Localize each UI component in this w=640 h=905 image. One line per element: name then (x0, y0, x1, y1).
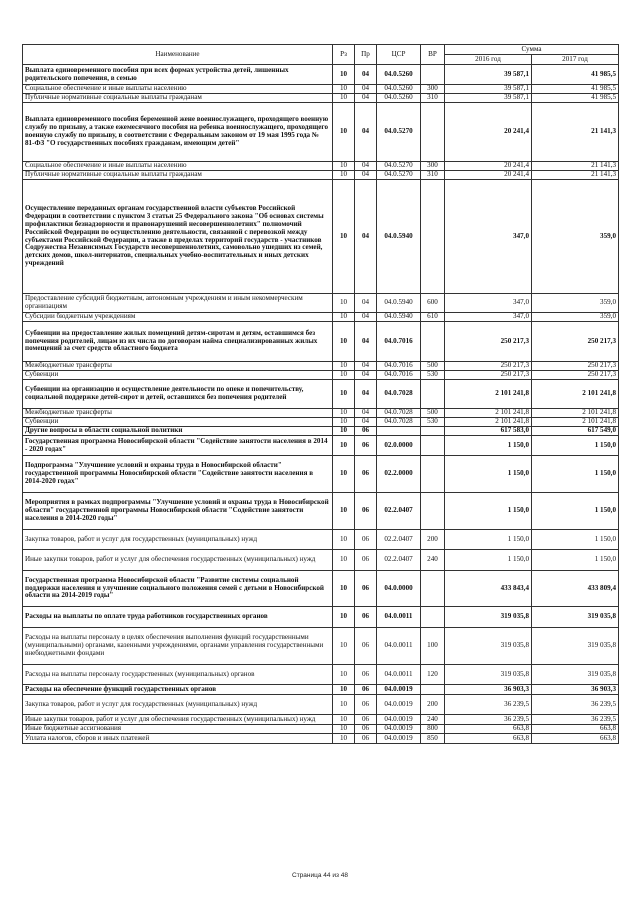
row-pr: 04 (355, 362, 377, 371)
row-csr: 02.2.0407 (377, 550, 421, 571)
row-vr: 300 (421, 85, 445, 94)
row-vr: 300 (421, 162, 445, 171)
row-value-2016: 250 217,3 (445, 371, 532, 380)
row-csr: 04.0.0019 (377, 715, 421, 725)
row-csr: 02.2.0407 (377, 493, 421, 530)
row-value-2017: 2 101 241,8 (532, 418, 619, 427)
row-vr: 500 (421, 362, 445, 371)
table-row (23, 725, 619, 734)
row-name: Субвенции на предоставление жилых помещений детям-сиротам и детям, оставшимся без попечения родителей, лицам из их числа по договорам найма специализированных жилых помещений за счет средств областного бюджета (23, 322, 333, 362)
row-pr: 04 (355, 313, 377, 322)
header-year-2017: 2017 год (532, 55, 619, 65)
row-value-2017: 36 903,3 (532, 685, 619, 695)
row-value-2017: 359,0 (532, 294, 619, 313)
row-csr: 04.0.7028 (377, 418, 421, 427)
row-value-2016: 36 903,3 (445, 685, 532, 695)
row-rz: 10 (333, 180, 355, 294)
row-vr (421, 607, 445, 628)
row-pr: 06 (355, 493, 377, 530)
row-csr: 04.0.0019 (377, 734, 421, 744)
row-vr: 310 (421, 171, 445, 180)
table-row (23, 715, 619, 725)
row-value-2016: 319 035,8 (445, 607, 532, 628)
row-rz: 10 (333, 530, 355, 550)
row-value-2017: 1 150,0 (532, 493, 619, 530)
table-row (23, 530, 619, 550)
row-value-2016: 36 239,5 (445, 695, 532, 715)
row-name: Осуществление переданных органам государственной власти субъектов Российской Федерации в соответствии с пунктом 3 статьи 25 Федерального закона "Об основах системы профилактики безнадзорности и правонарушений несовершеннолетних" полномочий Российской Федерации по осуществлению деятельности, связанной с перевозкой между субъектами Российской Федерации, а также в пределах территорий государств - участников Содружества Независимых Государств несовершеннолетних, самовольно ушедших из семей, детских домов, школ-интернатов, специальных учебно-воспитательных и иных детских учреждений (23, 180, 333, 294)
row-csr: 02.2.0000 (377, 456, 421, 493)
row-value-2017: 433 809,4 (532, 571, 619, 607)
row-rz: 10 (333, 94, 355, 103)
row-vr: 800 (421, 725, 445, 734)
row-vr: 600 (421, 294, 445, 313)
row-pr: 06 (355, 550, 377, 571)
table-row (23, 65, 619, 85)
row-csr: 04.0.0011 (377, 665, 421, 685)
row-value-2017: 359,0 (532, 180, 619, 294)
row-pr: 04 (355, 322, 377, 362)
row-name: Мероприятия в рамках подпрограммы "Улучшение условий и охраны труда в Новосибирской области" государственной программы Новосибирской области "Содействие занятости населения в 2014-2020 годы" (23, 493, 333, 530)
table-row (23, 734, 619, 744)
row-name: Публичные нормативные социальные выплаты гражданам (23, 171, 333, 180)
header-year-2016: 2016 год (445, 55, 532, 65)
row-value-2017: 41 985,5 (532, 85, 619, 94)
row-value-2016: 250 217,3 (445, 322, 532, 362)
row-csr: 02.2.0407 (377, 530, 421, 550)
budget-table (22, 44, 619, 744)
row-vr (421, 436, 445, 456)
row-pr: 04 (355, 380, 377, 409)
row-value-2016: 39 587,1 (445, 94, 532, 103)
row-rz: 10 (333, 734, 355, 744)
row-pr: 04 (355, 180, 377, 294)
table-row (23, 171, 619, 180)
row-rz: 10 (333, 493, 355, 530)
row-name: Расходы на выплаты персоналу государственных (муниципальных) органов (23, 665, 333, 685)
table-row (23, 607, 619, 628)
row-csr: 04.0.7016 (377, 362, 421, 371)
row-value-2016: 347,0 (445, 294, 532, 313)
row-value-2017: 319 035,8 (532, 628, 619, 665)
row-pr: 04 (355, 103, 377, 162)
row-value-2017: 2 101 241,8 (532, 380, 619, 409)
row-pr: 06 (355, 427, 377, 436)
row-name: Предоставление субсидий бюджетным, автономным учреждениям и иным некоммерческим организациям (23, 294, 333, 313)
row-vr: 200 (421, 530, 445, 550)
row-csr: 04.0.0011 (377, 607, 421, 628)
row-vr (421, 103, 445, 162)
row-pr: 04 (355, 162, 377, 171)
row-pr: 06 (355, 665, 377, 685)
header-rz: Рз (333, 45, 355, 65)
row-name: Уплата налогов, сборов и иных платежей (23, 734, 333, 744)
row-csr: 04.0.0011 (377, 628, 421, 665)
row-value-2016: 663,8 (445, 725, 532, 734)
table-row (23, 180, 619, 294)
row-rz: 10 (333, 715, 355, 725)
row-value-2017: 250 217,3 (532, 362, 619, 371)
row-value-2016: 39 587,1 (445, 85, 532, 94)
row-value-2016: 2 101 241,8 (445, 418, 532, 427)
row-vr (421, 427, 445, 436)
row-vr (421, 456, 445, 493)
table-row (23, 362, 619, 371)
header-vr: ВР (421, 45, 445, 65)
row-name: Государственная программа Новосибирской области "Содействие занятости населения в 2014 - 2020 годах" (23, 436, 333, 456)
row-vr (421, 571, 445, 607)
row-rz: 10 (333, 380, 355, 409)
row-pr: 04 (355, 294, 377, 313)
row-value-2016: 433 843,4 (445, 571, 532, 607)
row-pr: 04 (355, 85, 377, 94)
row-pr: 06 (355, 628, 377, 665)
row-vr: 200 (421, 695, 445, 715)
row-value-2016: 347,0 (445, 180, 532, 294)
row-name: Расходы на выплаты персоналу в целях обеспечения выполнения функций государственными (муниципальными) органами, казенными учреждениями, органами управления государственными внебюджетными фондами (23, 628, 333, 665)
row-rz: 10 (333, 371, 355, 380)
row-csr: 04.0.5270 (377, 162, 421, 171)
row-name: Государственная программа Новосибирской области "Развитие системы социальной поддержки населения и улучшение социального положения семей с детьми в Новосибирской области на 2014-2019 годы" (23, 571, 333, 607)
row-vr: 240 (421, 550, 445, 571)
row-name: Субсидии бюджетным учреждениям (23, 313, 333, 322)
row-value-2016: 617 583,0 (445, 427, 532, 436)
row-csr: 04.0.0000 (377, 571, 421, 607)
row-value-2017: 663,8 (532, 725, 619, 734)
row-value-2017: 21 141,3 (532, 171, 619, 180)
row-csr: 04.0.7016 (377, 322, 421, 362)
row-name: Закупка товаров, работ и услуг для государственных (муниципальных) нужд (23, 695, 333, 715)
row-rz: 10 (333, 85, 355, 94)
row-rz: 10 (333, 418, 355, 427)
table-row (23, 665, 619, 685)
table-row (23, 294, 619, 313)
row-pr: 04 (355, 418, 377, 427)
row-value-2017: 41 985,5 (532, 65, 619, 85)
row-pr: 04 (355, 371, 377, 380)
row-pr: 06 (355, 456, 377, 493)
row-name: Расходы на выплаты по оплате труда работников государственных органов (23, 607, 333, 628)
row-vr: 500 (421, 409, 445, 418)
row-pr: 06 (355, 725, 377, 734)
table-row (23, 436, 619, 456)
row-value-2017: 663,8 (532, 734, 619, 744)
table-row (23, 380, 619, 409)
row-name: Межбюджетные трансферты (23, 362, 333, 371)
row-name: Выплата единовременного пособия при всех формах устройства детей, лишенных родительского попечения, в семью (23, 65, 333, 85)
row-rz: 10 (333, 456, 355, 493)
row-rz: 10 (333, 695, 355, 715)
row-pr: 06 (355, 571, 377, 607)
row-pr: 06 (355, 715, 377, 725)
row-csr: 04.0.5260 (377, 94, 421, 103)
row-value-2016: 319 035,8 (445, 628, 532, 665)
table-row (23, 162, 619, 171)
row-pr: 06 (355, 530, 377, 550)
row-value-2016: 2 101 241,8 (445, 380, 532, 409)
row-value-2016: 1 150,0 (445, 530, 532, 550)
row-name: Выплата единовременного пособия беременной жене военнослужащего, проходящего военную службу по призыву, а также ежемесячного пособия на ребенка военнослужащего, проходящего военную службу по призыву, в соответствии с Федеральным законом от 19 мая 1995 года № 81-ФЗ "О государственных пособиях гражданам, имеющим детей" (23, 103, 333, 162)
table-row (23, 103, 619, 162)
table-row (23, 427, 619, 436)
row-rz: 10 (333, 171, 355, 180)
row-csr: 04.0.5270 (377, 171, 421, 180)
row-pr: 04 (355, 65, 377, 85)
row-name: Расходы на обеспечение функций государственных органов (23, 685, 333, 695)
row-name: Субвенции на организацию и осуществление деятельности по опеке и попечительству, социальной поддержке детей-сирот и детей, оставшихся без попечения родителей (23, 380, 333, 409)
row-value-2016: 36 239,5 (445, 715, 532, 725)
row-vr: 310 (421, 94, 445, 103)
row-value-2016: 663,8 (445, 734, 532, 744)
row-csr: 04.0.5270 (377, 103, 421, 162)
row-csr: 04.0.5260 (377, 65, 421, 85)
row-name: Социальное обеспечение и иные выплаты населению (23, 85, 333, 94)
page-number: Страница 44 из 48 (292, 872, 348, 879)
table-row (23, 685, 619, 695)
row-vr: 100 (421, 628, 445, 665)
row-csr: 04.0.0019 (377, 725, 421, 734)
row-rz: 10 (333, 571, 355, 607)
table-row (23, 628, 619, 665)
table-row (23, 371, 619, 380)
row-value-2016: 39 587,1 (445, 65, 532, 85)
row-csr: 04.0.7016 (377, 371, 421, 380)
row-vr (421, 65, 445, 85)
row-csr: 04.0.0019 (377, 695, 421, 715)
row-value-2017: 1 150,0 (532, 436, 619, 456)
row-value-2017: 250 217,3 (532, 322, 619, 362)
header-csr: ЦСР (377, 45, 421, 65)
row-csr: 04.0.7028 (377, 409, 421, 418)
table-row (23, 85, 619, 94)
row-name: Закупка товаров, работ и услуг для государственных (муниципальных) нужд (23, 530, 333, 550)
row-value-2016: 1 150,0 (445, 493, 532, 530)
row-value-2016: 20 241,4 (445, 103, 532, 162)
row-csr: 04.0.5940 (377, 294, 421, 313)
row-csr: 02.0.0000 (377, 436, 421, 456)
row-name: Межбюджетные трансферты (23, 409, 333, 418)
row-name: Публичные нормативные социальные выплаты гражданам (23, 94, 333, 103)
row-rz: 10 (333, 665, 355, 685)
table-row (23, 418, 619, 427)
row-csr: 04.0.0019 (377, 685, 421, 695)
row-pr: 04 (355, 171, 377, 180)
row-vr (421, 493, 445, 530)
row-vr: 120 (421, 665, 445, 685)
row-csr: 04.0.5260 (377, 85, 421, 94)
row-pr: 04 (355, 409, 377, 418)
row-value-2017: 21 141,3 (532, 162, 619, 171)
table-row (23, 695, 619, 715)
row-value-2017: 319 035,8 (532, 607, 619, 628)
table-row (23, 322, 619, 362)
row-name: Субвенции (23, 371, 333, 380)
row-name: Иные закупки товаров, работ и услуг для обеспечения государственных (муниципальных) нужд (23, 550, 333, 571)
row-csr: 04.0.5940 (377, 313, 421, 322)
row-csr: 04.0.5940 (377, 180, 421, 294)
row-rz: 10 (333, 725, 355, 734)
row-value-2017: 2 101 241,8 (532, 409, 619, 418)
row-value-2017: 250 217,3 (532, 371, 619, 380)
row-pr: 06 (355, 436, 377, 456)
row-rz: 10 (333, 685, 355, 695)
row-rz: 10 (333, 607, 355, 628)
row-rz: 10 (333, 103, 355, 162)
table-row (23, 550, 619, 571)
row-rz: 10 (333, 628, 355, 665)
row-value-2016: 20 241,4 (445, 171, 532, 180)
row-vr: 240 (421, 715, 445, 725)
row-value-2016: 250 217,3 (445, 362, 532, 371)
row-name: Субвенции (23, 418, 333, 427)
row-value-2017: 36 239,5 (532, 695, 619, 715)
row-vr (421, 322, 445, 362)
row-name: Подпрограмма "Улучшение условий и охраны труда в Новосибирской области" государственной программы Новосибирской области "Содействие занятости населения в 2014-2020 годах" (23, 456, 333, 493)
row-value-2017: 21 141,3 (532, 103, 619, 162)
table-body (23, 65, 619, 744)
row-pr: 06 (355, 734, 377, 744)
row-rz: 10 (333, 409, 355, 418)
row-rz: 10 (333, 550, 355, 571)
row-pr: 06 (355, 695, 377, 715)
row-value-2016: 1 150,0 (445, 550, 532, 571)
row-value-2017: 41 985,5 (532, 94, 619, 103)
row-name: Социальное обеспечение и иные выплаты населению (23, 162, 333, 171)
row-rz: 10 (333, 162, 355, 171)
row-rz: 10 (333, 427, 355, 436)
header-name: Наименование (23, 45, 333, 65)
row-value-2017: 1 150,0 (532, 456, 619, 493)
row-rz: 10 (333, 294, 355, 313)
row-value-2016: 20 241,4 (445, 162, 532, 171)
table-row (23, 94, 619, 103)
row-rz: 10 (333, 436, 355, 456)
row-vr: 530 (421, 371, 445, 380)
row-rz: 10 (333, 322, 355, 362)
row-value-2017: 1 150,0 (532, 550, 619, 571)
table-row (23, 493, 619, 530)
header-pr: Пр (355, 45, 377, 65)
row-name: Другие вопросы в области социальной политики (23, 427, 333, 436)
table-row (23, 456, 619, 493)
row-pr: 06 (355, 685, 377, 695)
row-value-2016: 2 101 241,8 (445, 409, 532, 418)
row-vr: 610 (421, 313, 445, 322)
row-value-2017: 319 035,8 (532, 665, 619, 685)
row-vr: 850 (421, 734, 445, 744)
table-row (23, 409, 619, 418)
row-value-2016: 1 150,0 (445, 456, 532, 493)
row-vr (421, 380, 445, 409)
row-value-2016: 347,0 (445, 313, 532, 322)
row-name: Иные бюджетные ассигнования (23, 725, 333, 734)
row-pr: 06 (355, 607, 377, 628)
row-csr (377, 427, 421, 436)
row-pr: 04 (355, 94, 377, 103)
header-sum: Сумма (445, 45, 619, 55)
row-csr: 04.0.7028 (377, 380, 421, 409)
row-rz: 10 (333, 313, 355, 322)
row-rz: 10 (333, 362, 355, 371)
row-value-2017: 617 549,0 (532, 427, 619, 436)
row-vr (421, 685, 445, 695)
row-rz: 10 (333, 65, 355, 85)
table-row (23, 313, 619, 322)
row-value-2016: 319 035,8 (445, 665, 532, 685)
row-value-2016: 1 150,0 (445, 436, 532, 456)
row-value-2017: 359,0 (532, 313, 619, 322)
row-vr (421, 180, 445, 294)
row-name: Иные закупки товаров, работ и услуг для обеспечения государственных (муниципальных) нужд (23, 715, 333, 725)
row-value-2017: 1 150,0 (532, 530, 619, 550)
row-value-2017: 36 239,5 (532, 715, 619, 725)
table-row (23, 571, 619, 607)
row-vr: 530 (421, 418, 445, 427)
